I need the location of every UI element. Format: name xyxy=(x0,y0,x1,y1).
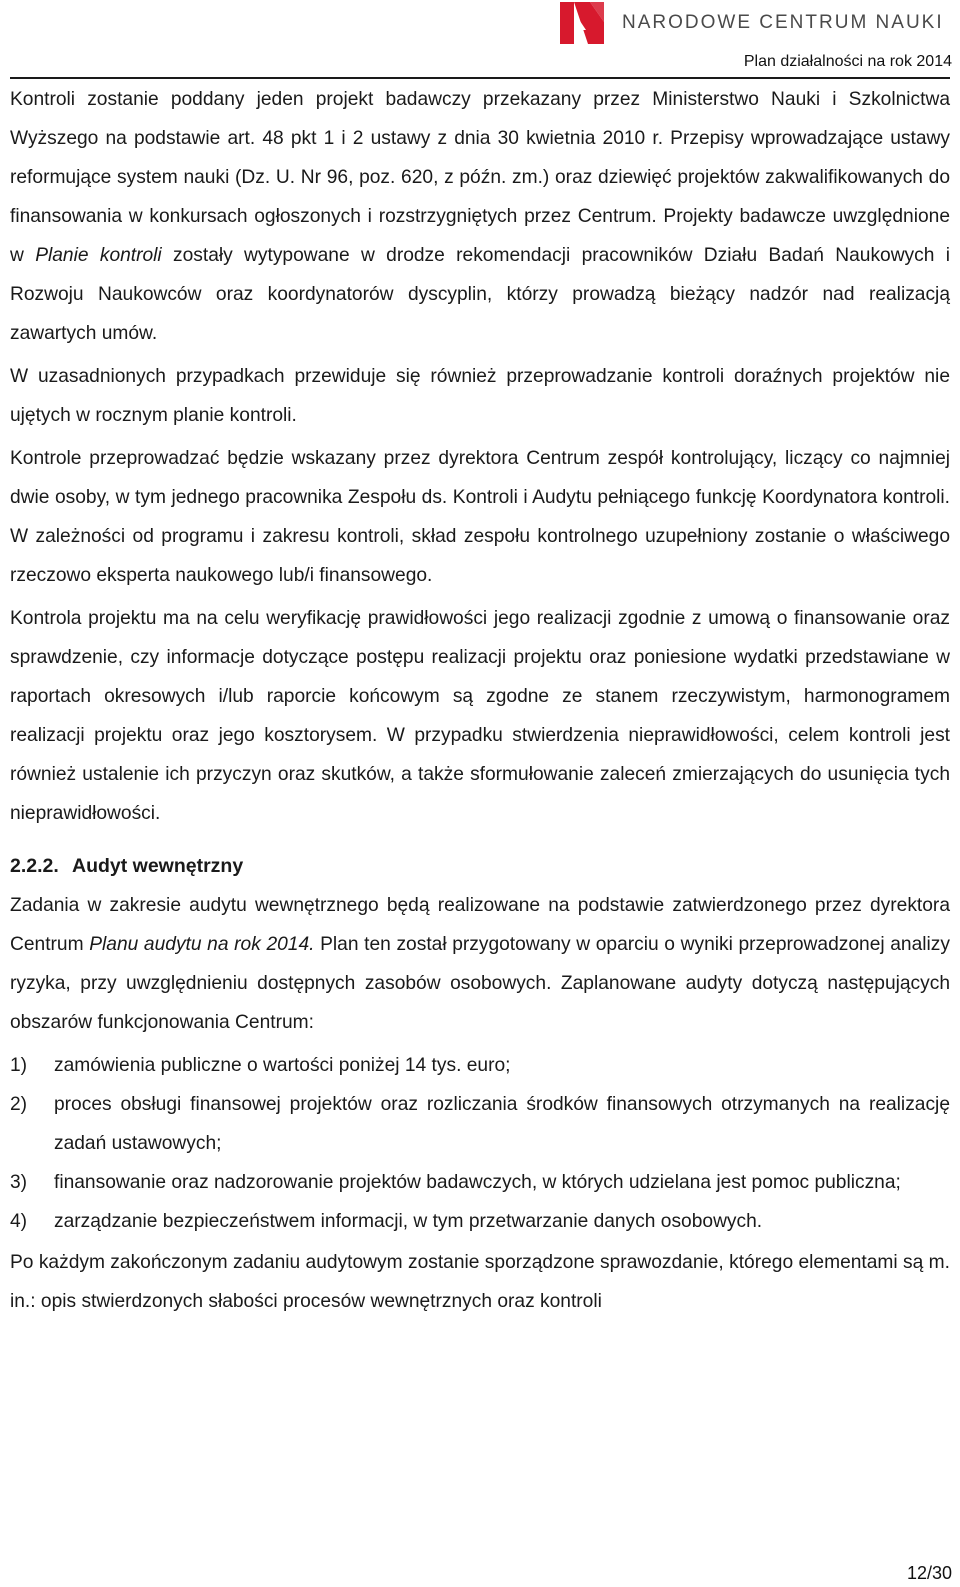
list-item xyxy=(10,1046,950,1085)
document-title: Plan działalności na rok 2014 xyxy=(743,53,952,70)
section-title: Audyt wewnętrzny xyxy=(72,855,244,877)
section-number: 2.2.2. xyxy=(10,855,59,877)
list-item xyxy=(10,1163,950,1202)
header-divider xyxy=(10,77,950,79)
paragraph-ad-hoc-controls: W uzasadnionych przypadkach przewiduje się również przeprowadzanie kontroli doraźnych projektów nie ujętych w rocznym planie kontroli. xyxy=(10,366,950,426)
list-item-text: zamówienia publiczne o wartości poniżej 14 tys. euro; xyxy=(54,1055,511,1076)
audit-areas-list xyxy=(10,1046,950,1241)
paragraph-audit-report: Po każdym zakończonym zadaniu audytowym zostanie sporządzone sprawozdanie, którego elementami są m. in.: opis stwierdzonych słabości procesów wewnętrznych oraz kontroli xyxy=(10,1252,950,1312)
paragraph-text: zostały wytypowane w drodze rekomendacji pracowników Działu Badań Naukowych i Rozwoju Naukowców oraz koordynatorów dyscyplin, którzy prowadzą bieżący nadzór nad realizacją zawartych umów. xyxy=(10,245,951,344)
paragraph-control-projects xyxy=(10,80,950,353)
paragraph-text: Kontroli zostanie poddany jeden projekt badawczy przekazany przez Ministerstwo Nauki i Szkolnictwa Wyższego na podstawie art. 48 pkt 1 i 2 ustawy z dnia 30 kwietnia 2010 r. Przepisy wprowadzające ustawy reformujące system nauki (Dz. U. Nr 96, poz. 620, z późn. zm.) oraz dziewięć projektów zakwalifikowanych do finansowania w konkursach ogłoszonych i rozstrzygniętych przez Centrum. Projekty badawcze uwzględnione w xyxy=(10,89,950,266)
paragraph-control-team: Kontrole przeprowadzać będzie wskazany przez dyrektora Centrum zespół kontrolujący, liczący co najmniej dwie osoby, w tym jednego pracownika Zespołu ds. Kontroli i Audytu pełniącego funkcję Koordynatora kontroli. W zależności od programu i zakresu kontroli, skład zespołu kontrolnego uzupełniony zostanie o właściwego rzeczowo eksperta naukowego lub/i finansowego. xyxy=(10,448,950,586)
page-header xyxy=(0,0,960,80)
italic-term: Planu audytu na rok 2014. xyxy=(89,934,315,955)
list-item xyxy=(10,1085,950,1163)
paragraph-text: Zadania w zakresie audytu wewnętrznego będą realizowane na podstawie zatwierdzonego przez dyrektora Centrum xyxy=(10,895,950,955)
list-item-number: 1) xyxy=(10,1055,28,1076)
organization-name: NARODOWE CENTRUM NAUKI xyxy=(622,12,944,33)
list-item-number: 2) xyxy=(10,1094,28,1115)
list-item-text: zarządzanie bezpieczeństwem informacji, w tym przetwarzanie danych osobowych. xyxy=(54,1211,763,1232)
list-item-number: 3) xyxy=(10,1172,28,1193)
section-heading xyxy=(10,847,950,886)
page-number: 12/30 xyxy=(906,1563,952,1583)
paragraph-control-purpose: Kontrola projektu ma na celu weryfikację prawidłowości jego realizacji zgodnie z umową o finansowanie oraz sprawdzenie, czy informacje dotyczące postępu realizacji projektu oraz poniesione wydatki przedstawiane w raportach okresowych i/lub raporcie końcowym są zgodne ze stanem rzeczywistym, harmonogramem realizacji projektu oraz jego kosztorysem. W przypadku stwierdzenia nieprawidłowości, celem kontroli jest również ustalenie ich przyczyn oraz skutków, a także sformułowanie zaleceń zmierzających do usunięcia tych nieprawidłowości. xyxy=(10,608,950,824)
document-body xyxy=(10,80,950,1325)
list-item-text: proces obsługi finansowej projektów oraz rozliczania środków finansowych otrzymanych na realizację zadań ustawowych; xyxy=(54,1094,950,1154)
paragraph-audit-plan xyxy=(10,886,950,1042)
paragraph-text: Plan ten został przygotowany w oparciu o wyniki przeprowadzonej analizy ryzyka, przy uwzględnieniu dostępnych zasobów osobowych. Zaplanowane audyty dotyczą następujących obszarów funkcjonowania Centrum: xyxy=(10,934,950,1033)
list-item xyxy=(10,1202,950,1241)
list-item-text: finansowanie oraz nadzorowanie projektów badawczych, w których udzielana jest pomoc publiczna; xyxy=(54,1172,901,1193)
italic-term: Planie kontroli xyxy=(35,245,162,266)
ncn-logo-icon xyxy=(560,2,604,44)
list-item-number: 4) xyxy=(10,1211,28,1232)
